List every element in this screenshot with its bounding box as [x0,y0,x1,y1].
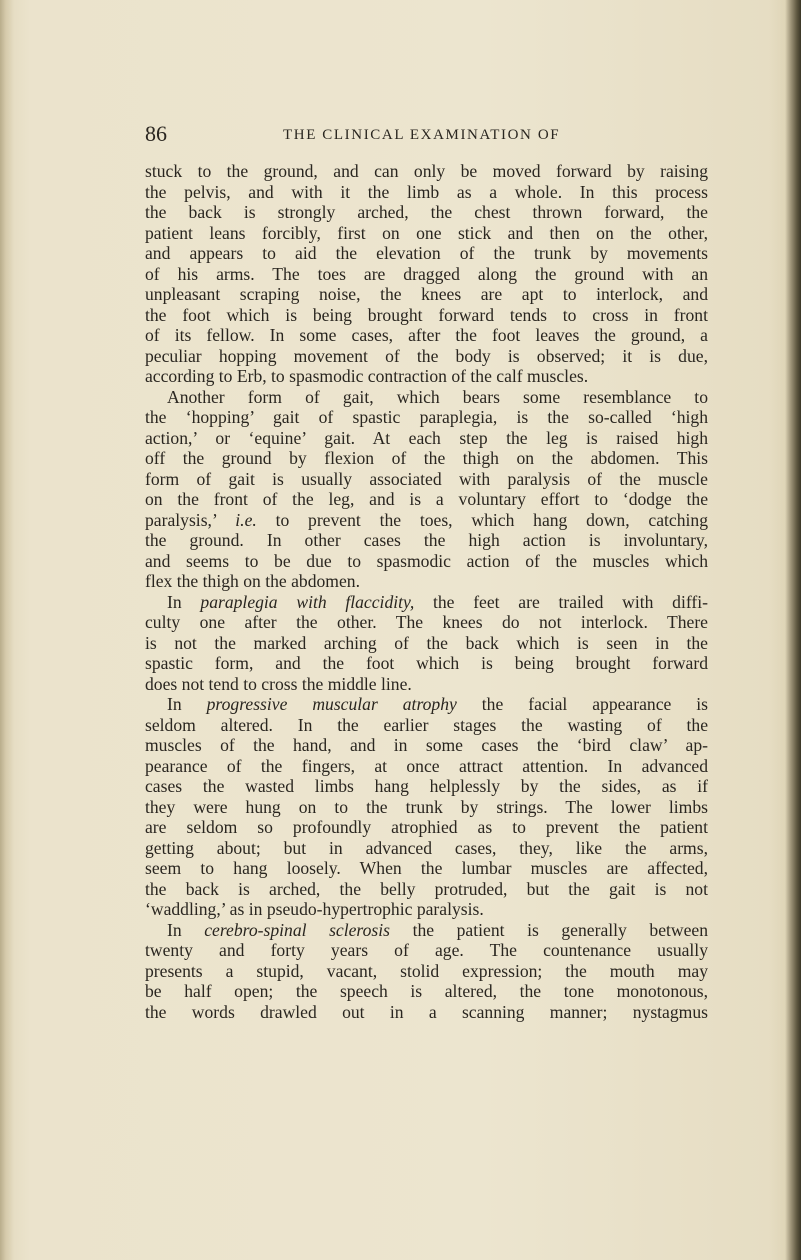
text-line: the back is strongly arched, the chest thrown forward, the [145,202,708,222]
text-line: flex the thigh on the abdomen. [145,571,360,591]
text-line: are seldom so profoundly atrophied as to prevent the patient [145,817,708,837]
text-line: seem to hang loosely. When the lumbar muscles are affected, [145,858,708,878]
text-line: seldom altered. In the earlier stages the wasting of the [145,714,708,735]
text-line: form of gait is usually associated with paralysis of the muscle [145,468,708,489]
text-line: on the front of the leg, and is a voluntary effort to ‘dodge the [145,489,708,509]
text-line: they were hung on to the trunk by strings. The lower limbs [145,796,708,817]
text-line: the ground. In other cases the high action is involuntary, [145,530,708,550]
text-line [145,592,708,613]
text-line: pearance of the fingers, at once attract attention. In advanced [145,755,708,776]
text-line: does not tend to cross the middle line. [145,673,412,694]
text-line: the words drawled out in a scanning manner; nystagmus [145,1001,708,1022]
text-segment: the patient is generally between [390,919,709,940]
text-line: of its fellow. In some cases, after the foot leaves the ground, a [145,325,708,345]
text-line: the pelvis, and with it the limb as a whole. In this process [145,181,708,202]
text-line: and seems to be due to spasmodic action of the muscles which [145,550,708,571]
text-line [145,694,708,715]
body-text [145,161,708,1022]
text-segment: paralysis,’ [145,509,236,530]
text-line: and appears to aid the elevation of the trunk by movements [145,243,708,263]
text-line: of his arms. The toes are dragged along the ground with an [145,263,708,284]
page-number: 86 [145,121,167,146]
text-line: twenty and forty years of age. The countenance usually [145,940,708,960]
text-line: spastic form, and the foot which is being brought forward [145,653,708,673]
text-segment: In [167,591,201,612]
text-segment: the facial appearance is [456,694,708,714]
page-edge-shadow [785,0,801,1260]
text-segment: In [167,694,207,714]
text-line: stuck to the ground, and can only be moved forward by raising [145,161,708,181]
text-line [145,510,708,531]
italic-term: i.e. [235,509,257,530]
text-line: the back is arched, the belly protruded, but the gait is not [145,878,708,899]
text-segment: to prevent the toes, which hang down, catching [256,509,708,530]
text-line: be half open; the speech is altered, the tone monotonous, [145,981,708,1001]
text-line: culty one after the other. The knees do not interlock. There [145,612,708,632]
text-line: ‘waddling,’ as in pseudo-hypertrophic paralysis. [145,899,484,919]
text-segment: the feet are trailed with diffi- [414,591,708,612]
text-line: the foot which is being brought forward tends to cross in front [145,304,708,325]
text-segment: In [167,919,205,940]
text-line: off the ground by flexion of the thigh on the abdomen. This [145,448,708,468]
italic-term: cerebro-spinal sclerosis [204,919,391,940]
running-title: THE CLINICAL EXAMINATION OF [283,127,561,143]
italic-term: progressive muscular atrophy [206,694,457,714]
text-line: unpleasant scraping noise, the knees are apt to interlock, and [145,284,708,304]
text-line: is not the marked arching of the back which is seen in the [145,632,708,653]
text-line: cases the wasted limbs hang helplessly by the sides, as if [145,776,708,796]
text-line: action,’ or ‘equine’ gait. At each step the leg is raised high [145,427,708,448]
italic-term: paraplegia with flaccidity, [200,591,415,612]
text-line: the ‘hopping’ gait of spastic paraplegia, is the so-called ‘high [145,407,708,427]
running-head [145,122,705,152]
text-line: muscles of the hand, and in some cases the ‘bird claw’ ap- [145,735,708,755]
text-line: Another form of gait, which bears some resemblance to [167,386,708,407]
text-line: according to Erb, to spasmodic contraction of the calf muscles. [145,366,589,386]
text-line: peculiar hopping movement of the body is observed; it is due, [145,345,708,366]
text-line: getting about; but in advanced cases, they, like the arms, [145,837,708,858]
page-binding-shadow [0,0,14,1260]
text-line: patient leans forcibly, first on one stick and then on the other, [145,222,708,243]
text-line: presents a stupid, vacant, stolid expression; the mouth may [145,960,708,981]
text-line [145,920,708,941]
